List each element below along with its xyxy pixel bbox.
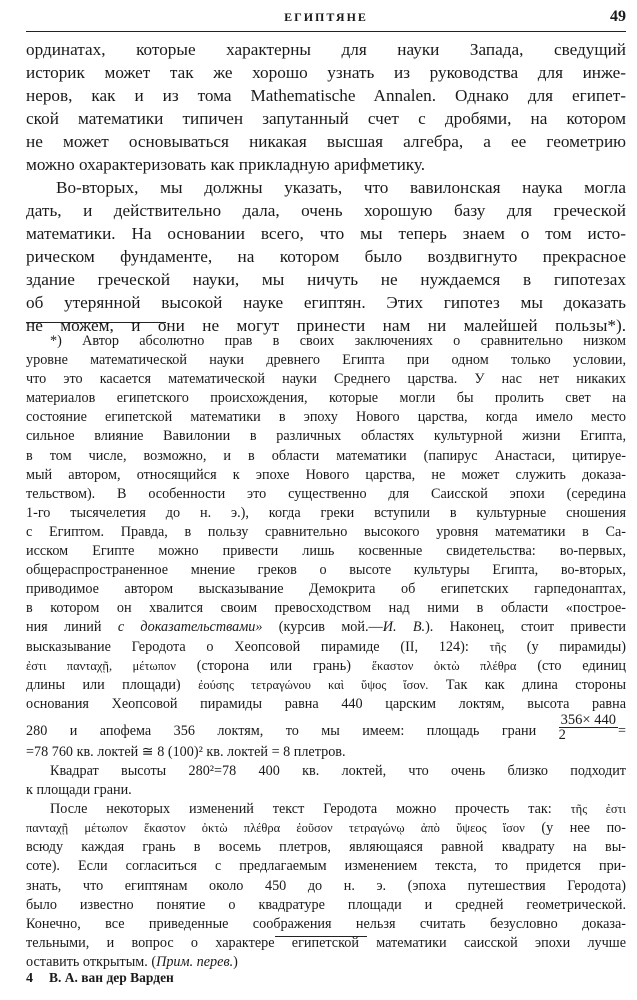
line-text: 280 и апофема 356 локтям, то мы имеем: площадь грани: [26, 722, 559, 739]
italic-quote: с доказательствами»: [117, 619, 263, 636]
footnote-line: всюду каждая грань в восемь плетров, являющаяся равной квадрату на вы-: [26, 839, 626, 856]
footnote-line: что это касается математической науки Среднего царства. У нас нет никаких: [26, 371, 626, 388]
greek-text: τῆς ἐστι: [570, 802, 626, 817]
footnote-line: [26, 819, 626, 838]
footnote-line: материалов египетского происхождения, которые могли бы пролить свет на: [26, 390, 626, 407]
footnote-line: Квадрат высоты 280²=78 400 кв. локтей, что очень близко подходит: [50, 762, 626, 779]
greek-text: ἕκαστον ὀκτὼ πλέθρα: [371, 658, 517, 673]
footnote-line: сильное влияние Вавилонии в различных областях культурной жизни Египта,: [26, 428, 626, 445]
fraction-denominator: 2: [558, 727, 566, 743]
translator-initials: И. В.: [382, 619, 426, 636]
text-line: ординатах, которые характерны для науки Запада, сведущий: [26, 40, 626, 59]
line-text: (у нее по-: [524, 820, 626, 837]
footnote-line: общераспространенное мнение греков о высоте культуры Египта, во-вторых,: [26, 562, 626, 579]
line-text: (курсив мой.—: [262, 619, 383, 636]
line-text: (у пирамиды): [506, 638, 626, 655]
text-line: дать, и действительно дала, очень хорошую базу для греческой: [26, 201, 626, 220]
running-head: [26, 8, 626, 30]
footnote-line: было известно понятие о квадратуре площади и средней геометрической.: [26, 896, 626, 913]
footnote-line: Конечно, все приведенные соображения нельзя считать безусловно доказа-: [26, 915, 626, 932]
main-text: [26, 38, 626, 337]
footnote-line: =78 760 кв. локтей ≅ 8 (100)² кв. локтей = 8 плетров.: [26, 743, 346, 760]
signature-author: В. А. ван дер Варден: [49, 970, 174, 985]
running-title: ЕГИПТЯНЕ: [284, 10, 368, 24]
printer-signature: [26, 970, 174, 987]
greek-text: πανταχῇ μέτωπον ἕκαστον ὀκτὼ πλέθρα ἐοῦσον τετραγώνῳ ἀπὸ ὕψεος ἴσον: [26, 821, 525, 836]
greek-text: ἐστι πανταχῇ, μέτωπον: [26, 658, 176, 673]
text-line: неров, как и из тома Mathematische Annalen. Однако для египет-: [26, 86, 626, 105]
text-line: ской математики типичен запутанный счет с дробями, на котором: [26, 109, 626, 128]
footnote-line: состояние египетской математики в эпоху Нового царства, когда имело место: [26, 409, 626, 426]
text-line: можно охарактеризовать как прикладную арифметику.: [26, 155, 426, 174]
footnote-line: приводимое автором высказывание Демокрита об египетских гарпедонаптах,: [26, 581, 626, 598]
text-line: об утерянной высокой науке египтян. Этих гипотез мы доказать: [26, 293, 626, 312]
page-number: 49: [610, 8, 626, 25]
footnote-line: [26, 638, 626, 657]
footnote-rule: [26, 322, 166, 323]
footnote-line: [26, 618, 626, 637]
footnote-line: [26, 657, 626, 676]
line-text: ): [233, 953, 238, 970]
line-text: После некоторых изменений текст Геродота можно прочесть так:: [50, 801, 571, 818]
footnote-line: тельными, и вопрос о характере египетской математики саисской эпохи лучше: [26, 934, 626, 951]
text-line: не можем, и они не могут принести нам ни малейшей пользы*).: [26, 316, 626, 335]
sheet-number: 4: [26, 971, 33, 986]
line-text: ). Наконец, стоит привести: [425, 619, 626, 636]
footnote-line: мый автором, относящийся к эпохе Нового царства, не может служить доказа-: [26, 466, 626, 483]
text-line: здание греческой науки, мы ничуть не нуждаемся в гипотезах: [26, 270, 626, 289]
line-text: высказывание Геродота о Хеопсовой пирамиде (II, 124):: [26, 638, 490, 655]
line-text: оставить открытым. (: [26, 953, 157, 970]
header-rule: [26, 31, 626, 32]
footnote-line: [26, 676, 626, 695]
footnote-line: в котором он хвалится своим превосходством над ними в области «построе-: [26, 600, 626, 617]
line-text: =: [617, 722, 626, 739]
footnote-line: соте). Если согласиться с предлагаемым изменением текста, то придется при-: [26, 858, 626, 875]
line-text: Так как длина стороны: [428, 676, 626, 693]
line-text: (сторона или грань): [175, 657, 372, 674]
footnote-line: с Египтом. Правда, в пользу сравнительно высокого уровня математики в Са-: [26, 523, 626, 540]
fraction-numerator: 356× 440: [560, 713, 616, 729]
end-rule: [275, 936, 367, 937]
greek-text: ἐούσης τετραγώνου καὶ ὕψος ἴσον.: [198, 677, 429, 692]
text-line: математики. На основании всего, что мы теперь знаем о том исто-: [26, 224, 626, 243]
footnote: [26, 332, 626, 972]
footnote-line: *) Автор абсолютно прав в своих заключениях о сравнительно низком: [50, 333, 626, 349]
footnote-line: основания Хеопсовой пирамиды равна 440 царским локтям, высота равна: [26, 695, 626, 712]
translator-note: Прим. перев.: [156, 953, 234, 970]
text-line: историк может так же хорошо узнать из руководства для инже-: [26, 63, 626, 82]
line-text: ния линий: [26, 619, 118, 636]
footnote-line: в том числе, возможно, и в области математики (папирус Анастаси, цитируе-: [26, 447, 626, 464]
fraction: [559, 714, 618, 742]
footnote-line: [26, 800, 626, 819]
footnote-line: знать, что египтянам около 450 до н. э. (эпоха путешествия Геродота): [26, 877, 626, 894]
footnote-line: 1-го тысячелетия до н. э.), когда греки вступили в культурные сношения: [26, 504, 626, 521]
footnote-line: к площади грани.: [26, 782, 132, 799]
greek-text: τῆς: [489, 639, 507, 654]
footnote-line: исском Египте можно привести лишь косвенные свидетельства: во-первых,: [26, 543, 626, 560]
line-text: (сто единиц: [516, 657, 626, 674]
footnote-line: тельством). В особенности это существенно для Саисской эпохи (середина: [26, 485, 626, 502]
footnote-line: уровне математической науки древнего Египта при одном только условии,: [26, 352, 626, 369]
text-line: не может основываться никакая высшая алгебра, а ее геометрию: [26, 132, 626, 151]
text-line: Во-вторых, мы должны указать, что вавилонская наука могла: [56, 178, 626, 197]
text-line: рическом фундаменте, на котором было воздвигнуто прекрасное: [26, 247, 626, 266]
line-text: длины или площади): [26, 676, 199, 693]
footnote-line: [26, 714, 626, 743]
